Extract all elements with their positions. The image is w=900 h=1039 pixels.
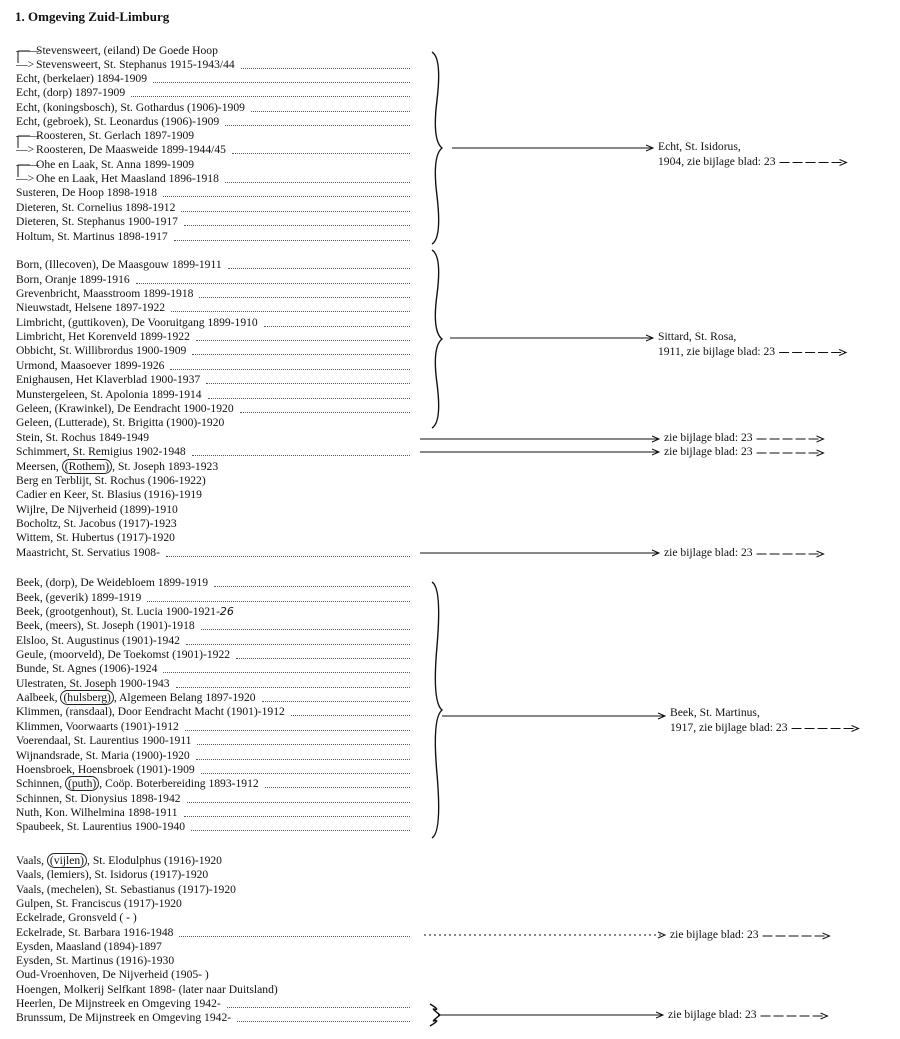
- arrow-head: [817, 436, 824, 442]
- target-note: [670, 706, 788, 735]
- dot-leader: [171, 311, 410, 312]
- entry-row: [16, 230, 168, 244]
- arrow-head: [821, 1013, 828, 1019]
- curly-brace: [430, 1004, 440, 1026]
- entry-row: [16, 143, 226, 157]
- entry-row: [16, 806, 178, 820]
- entry-row: [16, 940, 162, 954]
- entry-text: Stevensweert, (eiland) De Goede Hoop: [36, 44, 218, 57]
- entry-row: [16, 158, 194, 172]
- dot-leader: [179, 936, 410, 937]
- entry-row: [16, 1011, 231, 1025]
- dot-leader: [181, 211, 410, 212]
- arrow-head: [823, 933, 830, 939]
- entry-text: Schinnen, (puth) , Coöp. Boterbereiding 1893-1912: [16, 777, 259, 790]
- entry-row: [16, 359, 164, 373]
- entry-text: Schimmert, St. Remigius 1902-1948: [16, 445, 186, 458]
- dot-leader: [153, 82, 410, 83]
- entry-row: [16, 634, 180, 648]
- entry-text: Eysden, St. Martinus (1916)-1930: [16, 954, 175, 967]
- entry-text: Vaals, (lemiers), St. Isidorus (1917)-1920: [16, 868, 209, 881]
- dot-leader: [197, 744, 410, 745]
- arrow-head: [656, 1012, 663, 1018]
- entry-prefix: —>: [16, 143, 35, 156]
- entry-row: [16, 316, 258, 330]
- entry-row: [16, 86, 125, 100]
- entry-row: [16, 677, 170, 691]
- entry-text: Oud-Vroenhoven, De Nijverheid (1905- ): [16, 968, 209, 981]
- entry-text: Meersen, (Rothem) , St. Joseph 1893-1923: [16, 460, 219, 473]
- entry-row: [16, 416, 224, 430]
- entry-row: [16, 662, 157, 676]
- entry-row: [16, 344, 186, 358]
- target-note: [664, 546, 753, 561]
- dot-leader: [191, 830, 410, 831]
- dot-leader: [184, 225, 410, 226]
- dot-leader: [241, 68, 410, 69]
- page-title: 1. Omgeving Zuid-Limburg: [15, 9, 170, 24]
- entry-text: Aalbeek, (hulsberg) , Algemeen Belang 1897-1920: [16, 691, 256, 704]
- curly-brace: [432, 250, 442, 428]
- entry-row: [16, 546, 160, 560]
- entry-row: [16, 431, 149, 445]
- entry-text: Dieteren, St. Cornelius 1898-1912: [16, 201, 176, 214]
- entry-text: Vaals, (mechelen), St. Sebastianus (1917)-1920: [16, 883, 236, 896]
- dot-leader: [201, 773, 410, 774]
- dot-leader: [227, 1007, 410, 1008]
- entry-text: Stein, St. Rochus 1849-1949: [16, 431, 150, 444]
- entry-text: Beek, (dorp), De Weidebloem 1899-1919: [16, 576, 209, 589]
- dot-leader: [228, 268, 410, 269]
- entry-row: [16, 129, 194, 143]
- target-line: 1917, zie bijlage blad: 23: [670, 720, 788, 734]
- entry-row: [16, 926, 173, 940]
- arrow-head: [652, 436, 659, 442]
- circled-word: (vijlen): [47, 853, 87, 868]
- entry-text: Heerlen, De Mijnstreek en Omgeving 1942-: [16, 997, 221, 1010]
- dot-leader: [185, 730, 410, 731]
- entry-text: Limbricht, (guttikoven), De Vooruitgang 1899-1910: [16, 316, 258, 329]
- arrow-head: [658, 932, 665, 938]
- entry-text: Geleen, (Lutterade), St. Brigitta (1900)-1920: [16, 416, 225, 429]
- entry-text: Geule, (moorveld), De Toekomst (1901)-1922: [16, 648, 231, 661]
- dot-leader: [196, 759, 410, 760]
- entry-prefix: ——: [16, 129, 40, 142]
- circled-word: (puth): [65, 776, 99, 791]
- entry-text: Roosteren, St. Gerlach 1897-1909: [36, 129, 195, 142]
- entry-row: [16, 576, 208, 590]
- target-line: 1911, zie bijlage blad: 23: [658, 344, 776, 358]
- entry-row: [16, 531, 175, 545]
- entry-row: [16, 503, 178, 517]
- arrow-head: [658, 713, 665, 719]
- curly-brace: [432, 52, 442, 244]
- dot-leader: [262, 701, 410, 702]
- curly-brace: [432, 582, 442, 838]
- entry-prefix: ——: [16, 158, 40, 171]
- entry-row: [16, 186, 157, 200]
- target-line: Echt, St. Isidorus,: [658, 140, 741, 153]
- entry-row: [16, 258, 222, 272]
- entry-text: Elsloo, St. Augustinus (1901)-1942: [16, 634, 180, 647]
- entry-row: [16, 749, 190, 763]
- dot-leader: [170, 369, 410, 370]
- entry-text: Obbicht, St. Willibrordus 1900-1909: [16, 344, 187, 357]
- entry-text: Echt, (dorp) 1897-1909: [16, 86, 126, 99]
- entry-row: [16, 763, 195, 777]
- entry-text: Geleen, (Krawinkel), De Eendracht 1900-1920: [16, 402, 234, 415]
- entry-text: Susteren, De Hoop 1898-1918: [16, 186, 158, 199]
- entry-text: Limbricht, Het Korenveld 1899-1922: [16, 330, 190, 343]
- arrow-head: [646, 335, 653, 341]
- target-line: zie bijlage blad: 23: [664, 431, 753, 444]
- entry-text: Wijnandsrade, St. Maria (1900)-1920: [16, 749, 190, 762]
- dot-leader: [196, 340, 410, 341]
- entry-row: [16, 474, 206, 488]
- entry-text: Eckelrade, St. Barbara 1916-1948: [16, 926, 174, 939]
- target-line: 1904, zie bijlage blad: 23: [658, 154, 776, 168]
- entry-row: [16, 605, 234, 619]
- entry-text: Cadier en Keer, St. Blasius (1916)-1919: [16, 488, 202, 501]
- entry-text: Urmond, Maasoever 1899-1926: [16, 359, 165, 372]
- dot-leader: [199, 297, 410, 298]
- entry-text: Stevensweert, St. Stephanus 1915-1943/44: [36, 58, 235, 71]
- entry-row: [16, 330, 190, 344]
- entry-text: Roosteren, De Maasweide 1899-1944/45: [36, 143, 226, 156]
- entry-text: Gulpen, St. Franciscus (1917)-1920: [16, 897, 182, 910]
- dot-leader: [232, 153, 410, 154]
- entry-text: Schinnen, St. Dionysius 1898-1942: [16, 792, 181, 805]
- dot-leader: [131, 96, 410, 97]
- entry-text: Wittem, St. Hubertus (1917)-1920: [16, 531, 175, 544]
- dot-leader: [236, 658, 410, 659]
- target-note: [658, 140, 776, 169]
- entry-text: Berg en Terblijt, St. Rochus (1906-1922): [16, 474, 206, 487]
- entry-text: Enighausen, Het Klaverblad 1900-1937: [16, 373, 201, 386]
- entry-text: Dieteren, St. Stephanus 1900-1917: [16, 215, 178, 228]
- entry-row: [16, 388, 202, 402]
- entry-row: [16, 897, 182, 911]
- entry-row: [16, 517, 177, 531]
- entry-text: Echt, (koningsbosch), St. Gothardus (1906)-1909: [16, 101, 245, 114]
- entry-row: [16, 997, 221, 1011]
- target-line: Sittard, St. Rosa,: [658, 330, 737, 343]
- entry-row: [16, 983, 278, 997]
- entry-text: Grevenbricht, Maasstroom 1899-1918: [16, 287, 194, 300]
- entry-row: [16, 954, 174, 968]
- target-note: [670, 928, 759, 943]
- target-line: zie bijlage blad: 23: [668, 1008, 757, 1021]
- target-line: zie bijlage blad: 23: [664, 445, 753, 458]
- entry-text: Beek, (grootgenhout), St. Lucia 1900-1921: [16, 605, 216, 618]
- entry-text: Bunde, St. Agnes (1906)-1924: [16, 662, 158, 675]
- entry-row: [16, 44, 218, 58]
- arrow-head: [817, 551, 824, 557]
- dot-leader: [176, 687, 410, 688]
- entry-row: [16, 215, 178, 229]
- entry-text: Nuth, Kon. Wilhelmina 1898-1911: [16, 806, 178, 819]
- entry-row: [16, 273, 130, 287]
- dot-leader: [192, 354, 410, 355]
- entry-text: Born, (Illecoven), De Maasgouw 1899-1911: [16, 258, 222, 271]
- entry-text: Beek, (geverik) 1899-1919: [16, 591, 142, 604]
- handwritten-note: -26: [215, 605, 234, 618]
- entry-row: [16, 854, 222, 868]
- entry-text: Spaubeek, St. Laurentius 1900-1940: [16, 820, 186, 833]
- dot-leader: [208, 398, 410, 399]
- entry-row: [16, 868, 208, 882]
- dot-leader: [147, 601, 410, 602]
- dot-leader: [186, 644, 410, 645]
- entry-prefix: —>: [16, 172, 35, 185]
- entry-text: Ohe en Laak, Het Maasland 1896-1918: [36, 172, 219, 185]
- arrow-head: [839, 350, 846, 356]
- dot-leader: [174, 240, 410, 241]
- dot-leader: [264, 326, 410, 327]
- dot-leader: [184, 816, 410, 817]
- entry-prefix: —>: [16, 58, 35, 71]
- entry-row: [16, 488, 202, 502]
- entry-row: [16, 691, 256, 705]
- entry-row: [16, 591, 141, 605]
- dot-leader: [240, 412, 410, 413]
- circled-word: (Rothem): [62, 459, 112, 474]
- entry-row: [16, 402, 234, 416]
- entry-row: [16, 734, 191, 748]
- entry-text: Brunssum, De Mijnstreek en Omgeving 1942-: [16, 1011, 232, 1024]
- entry-text: Hoengen, Molkerij Selfkant 1898- (later naar Duitsland): [16, 983, 278, 996]
- entry-row: [16, 172, 219, 186]
- entry-row: [16, 720, 179, 734]
- entry-text: Klimmen, Voorwaarts (1901)-1912: [16, 720, 179, 733]
- entry-text: Hoensbroek, Hoensbroek (1901)-1909: [16, 763, 195, 776]
- arrow-head: [646, 145, 653, 151]
- dot-leader: [192, 455, 410, 456]
- entry-text: Ulestraten, St. Joseph 1900-1943: [16, 677, 170, 690]
- entry-text: Born, Oranje 1899-1916: [16, 273, 130, 286]
- entry-row: [16, 883, 236, 897]
- target-line: zie bijlage blad: 23: [670, 928, 759, 941]
- entry-row: [16, 72, 147, 86]
- entry-row: [16, 301, 165, 315]
- entry-row: [16, 911, 137, 925]
- dot-leader: [237, 1021, 410, 1022]
- dot-leader: [206, 383, 410, 384]
- target-note: [658, 330, 775, 359]
- dot-leader: [251, 111, 410, 112]
- dot-leader: [166, 556, 410, 557]
- entry-row: [16, 648, 230, 662]
- dot-leader: [201, 629, 410, 630]
- entry-text: Vaals, (vijlen) , St. Elodulphus (1916)-1920: [16, 854, 222, 867]
- circled-word: (hulsberg): [60, 690, 113, 705]
- entry-text: Klimmen, (ransdaal), Door Eendracht Macht (1901)-1912: [16, 705, 285, 718]
- entry-text: Voerendaal, St. Laurentius 1900-1911: [16, 734, 192, 747]
- arrow-head: [852, 726, 859, 732]
- entry-text: Beek, (meers), St. Joseph (1901)-1918: [16, 619, 195, 632]
- entry-text: Wijlre, De Nijverheid (1899)-1910: [16, 503, 178, 516]
- dot-leader: [265, 787, 410, 788]
- entry-row: [16, 101, 245, 115]
- dot-leader: [214, 586, 410, 587]
- entry-text: Echt, (gebroek), St. Leonardus (1906)-1909: [16, 115, 220, 128]
- entry-row: [16, 705, 285, 719]
- entry-row: [16, 460, 218, 474]
- entry-text: Maastricht, St. Servatius 1908-: [16, 546, 160, 559]
- entry-row: [16, 373, 200, 387]
- dot-leader: [291, 715, 410, 716]
- entry-text: Ohe en Laak, St. Anna 1899-1909: [36, 158, 195, 171]
- arrow-head: [817, 450, 824, 456]
- target-note: [664, 445, 753, 460]
- target-line: zie bijlage blad: 23: [664, 546, 753, 559]
- entry-row: [16, 820, 185, 834]
- entry-row: [16, 792, 181, 806]
- entry-row: [16, 115, 219, 129]
- entry-row: [16, 968, 209, 982]
- entry-prefix: ——: [16, 44, 40, 57]
- dot-leader: [225, 182, 410, 183]
- arrow-head: [652, 449, 659, 455]
- entry-text: Eysden, Maasland (1894)-1897: [16, 940, 162, 953]
- entry-text: Eckelrade, Gronsveld ( - ): [16, 911, 137, 924]
- target-note: [668, 1008, 757, 1023]
- target-note: [664, 431, 753, 446]
- arrow-head: [652, 550, 659, 556]
- dot-leader: [163, 196, 410, 197]
- entry-row: [16, 58, 235, 72]
- target-line: Beek, St. Martinus,: [670, 706, 760, 719]
- dot-leader: [136, 283, 410, 284]
- entry-text: Nieuwstadt, Helsene 1897-1922: [16, 301, 166, 314]
- entry-text: Echt, (berkelaer) 1894-1909: [16, 72, 148, 85]
- entry-text: Munstergeleen, St. Apolonia 1899-1914: [16, 388, 202, 401]
- entry-row: [16, 287, 193, 301]
- entry-row: [16, 201, 175, 215]
- entry-row: [16, 777, 259, 791]
- dot-leader: [187, 802, 410, 803]
- dot-leader: [225, 125, 410, 126]
- entry-row: [16, 445, 186, 459]
- dot-leader: [163, 672, 410, 673]
- arrow-head: [840, 160, 847, 166]
- entry-row: [16, 619, 195, 633]
- entry-text: Holtum, St. Martinus 1898-1917: [16, 230, 168, 243]
- entry-text: Bocholtz, St. Jacobus (1917)-1923: [16, 517, 177, 530]
